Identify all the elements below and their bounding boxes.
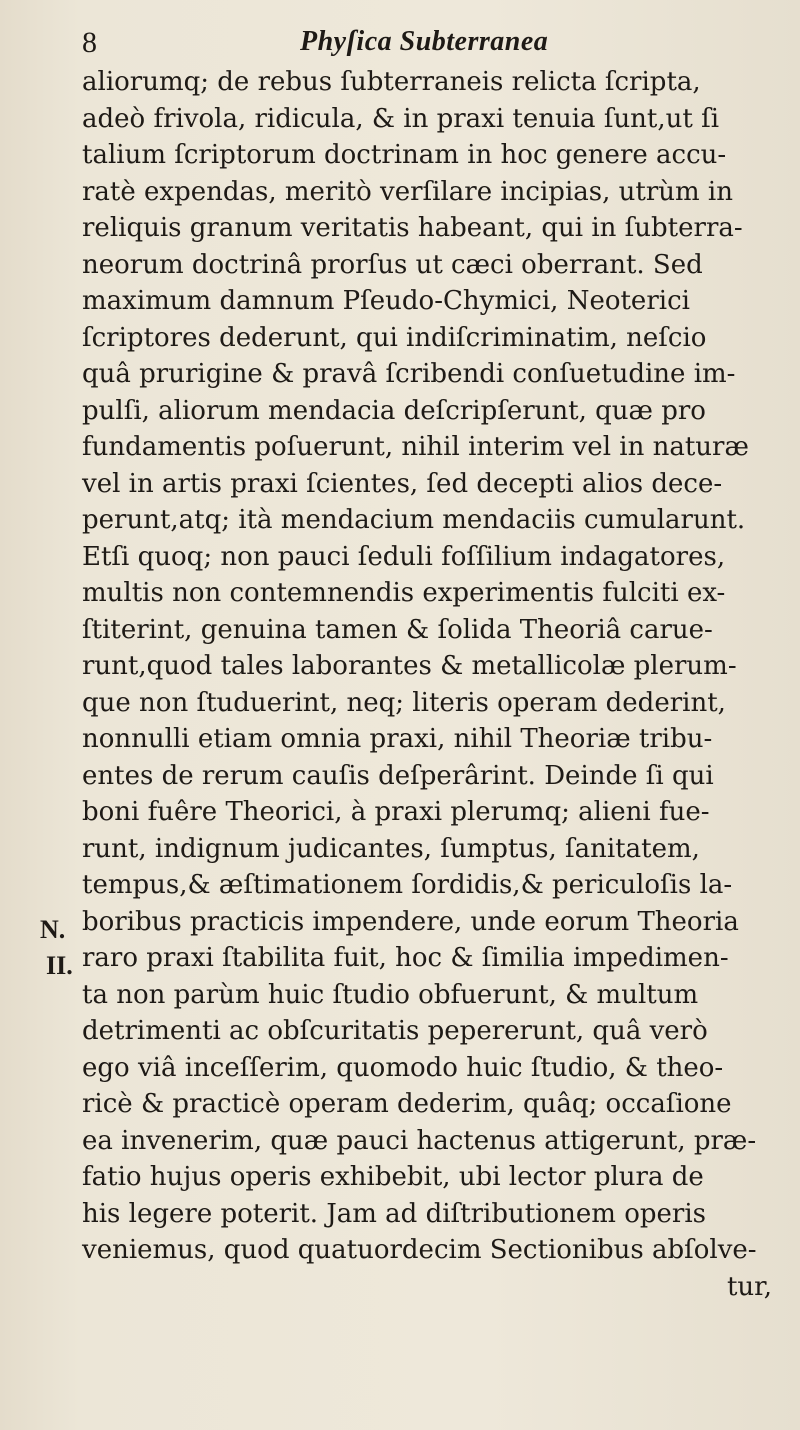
text-line: detrimenti ac obſcuritatis pepererunt, quâ verò — [82, 1016, 708, 1046]
text-line: aliorumq; de rebus ſubterraneis relicta ſcripta, — [82, 67, 701, 97]
text-line: multis non contemnendis experimentis fulciti ex- — [82, 578, 726, 608]
text-line: ratè expendas, meritò verſilare incipias, utrùm in — [82, 176, 733, 207]
text-line: nonnulli etiam omnia praxi, nihil Theoriæ tribu- — [82, 724, 713, 754]
text-line: fatio hujus operis exhibebit, ubi lector plura de — [82, 1162, 704, 1192]
text-line: perunt,atq; ità mendacium mendaciis cumularunt. — [82, 505, 746, 535]
text-line: ego viâ inceſſerim, quomodo huic ſtudio, & theo- — [82, 1052, 724, 1083]
body-text — [82, 64, 772, 1305]
text-line: quâ prurigine & pravâ ſcribendi conſuetudine im- — [82, 359, 736, 389]
text-line: ſcriptores dederunt, qui indiſcriminatim, neſcio — [82, 322, 707, 353]
running-head: Phyſica Subterranea — [300, 26, 549, 57]
text-line: his legere poterit. Jam ad diſtributionem operis — [82, 1198, 706, 1229]
text-line: neorum doctrinâ prorſus ut cæci oberrant. Sed — [82, 249, 703, 280]
text-line: maximum damnum Pſeudo-Chymici, Neoterici — [82, 286, 690, 316]
text-line: reliquis granum veritatis habeant, qui in ſubterra- — [82, 213, 743, 243]
page-number: 8 — [82, 26, 97, 59]
text-line: adeò frivola, ridicula, & in praxi tenuia ſunt,ut ſi — [82, 103, 720, 134]
text-line: vel in artis praxi ſcientes, ſed decepti alios dece- — [82, 468, 723, 499]
text-line: boribus practicis impendere, unde eorum Theoria — [82, 906, 739, 937]
text-line: ea invenerim, quæ pauci hactenus attigerunt, præ- — [82, 1125, 757, 1156]
page-header — [0, 12, 800, 62]
text-line: ricè & practicè operam dederim, quâq; occaſione — [82, 1089, 732, 1119]
text-line: raro praxi ſtabilita fuit, hoc & ſimilia impedimen- — [82, 943, 729, 973]
catchword: tur, — [726, 1271, 772, 1302]
text-line: fundamentis poſuerunt, nihil interim vel in naturæ — [82, 432, 749, 462]
text-line: runt, indignum judicantes, ſumptus, ſanitatem, — [82, 833, 700, 864]
text-line: tempus,& æſtimationem ſordidis,& periculoſis la- — [82, 870, 733, 900]
text-line: ta non parùm huic ſtudio obfuerunt, & multum — [82, 979, 699, 1010]
margin-note: II. — [46, 951, 73, 980]
text-line: Etſi quoq; non pauci ſeduli foſſilium indagatores, — [82, 541, 726, 572]
text-line: veniemus, quod quatuordecim Sectionibus abſolve- — [82, 1235, 757, 1265]
text-line: ſtiterint, genuina tamen & ſolida Theoriâ carue- — [82, 614, 713, 645]
text-line: que non ſtuduerint, neq; literis operam dederint, — [82, 687, 726, 718]
margin-note: N. — [40, 915, 66, 944]
text-line: pulſi, aliorum mendacia deſcripſerunt, quæ pro — [82, 395, 706, 426]
text-line: talium ſcriptorum doctrinam in hoc genere accu- — [82, 140, 727, 170]
text-line: boni fuêre Theorici, à praxi plerumq; alieni fue- — [82, 797, 710, 827]
text-line: runt,quod tales laborantes & metallicolæ plerum- — [82, 651, 737, 681]
text-line: entes de rerum cauſis deſperârint. Deinde ſi qui — [82, 760, 714, 791]
